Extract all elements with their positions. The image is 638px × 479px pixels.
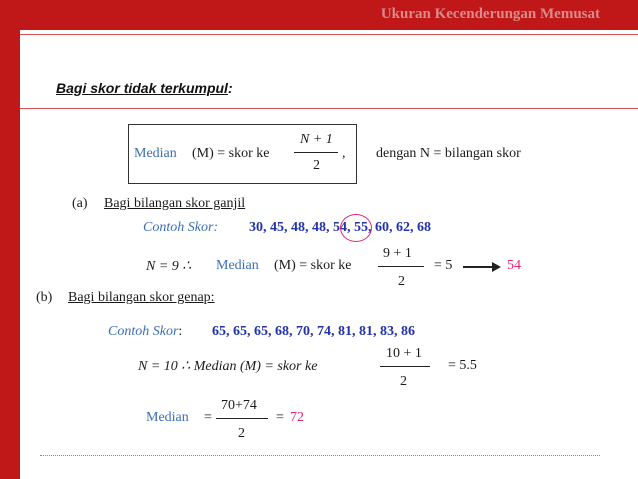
formula-comma: , — [342, 146, 346, 161]
formula-lhs: (M) = skor ke — [192, 146, 270, 161]
part-b-example-colon: : — [178, 324, 183, 339]
bottom-dotted-divider — [40, 455, 600, 456]
part-b-result: = 5.5 — [448, 358, 477, 373]
part-a-result: = 5 — [434, 258, 453, 273]
part-a-fraction-bar — [378, 266, 424, 267]
result-arrow-line — [463, 266, 493, 268]
formula-denominator: 2 — [313, 158, 320, 173]
median-highlight-circle — [340, 214, 372, 242]
part-b-label: (b) — [36, 290, 53, 305]
part-b-example-label-text: Contoh Skor — [108, 324, 179, 339]
formula-fraction-bar — [294, 152, 338, 153]
formula-note: dengan N = bilangan skor — [376, 146, 521, 161]
part-a-example-values: 30, 45, 48, 48, 54, 55, 60, 62, 68 — [249, 220, 431, 235]
left-accent-bar — [0, 30, 20, 479]
part-b-example-values: 65, 65, 65, 68, 70, 74, 81, 81, 83, 86 — [212, 324, 415, 339]
heading-text: Bagi skor tidak terkumpul — [56, 80, 228, 96]
part-a-median-rest: (M) = skor ke — [274, 258, 352, 273]
part-b-final-equals: = — [276, 410, 284, 425]
part-b-n: N = 10 ∴ Median (M) = skor ke — [138, 359, 318, 374]
part-b-example-label — [108, 324, 182, 340]
part-a-median-word: Median — [216, 258, 259, 273]
top-hairline — [20, 34, 638, 35]
part-a-n: N = 9 ∴ — [146, 259, 192, 274]
heading-divider — [20, 108, 638, 109]
section-heading — [56, 80, 233, 96]
slide-title: Ukuran Kecenderungan Memusat — [380, 6, 600, 22]
part-a-numerator: 9 + 1 — [383, 246, 412, 261]
part-b-numerator: 10 + 1 — [386, 346, 422, 361]
formula-median-word: Median — [134, 146, 177, 161]
heading-colon: : — [227, 80, 233, 96]
part-b-final-denominator: 2 — [238, 426, 245, 441]
result-arrow-icon — [492, 262, 501, 272]
part-b-final-fraction-bar — [216, 418, 268, 419]
part-a-title: Bagi bilangan skor ganjil — [104, 196, 246, 211]
part-b-denominator: 2 — [400, 374, 407, 389]
part-b-title: Bagi bilangan skor genap: — [68, 290, 215, 305]
part-a-denominator: 2 — [398, 274, 405, 289]
part-b-final-value: 72 — [290, 410, 304, 425]
part-a-example-label: Contoh Skor: — [143, 220, 219, 235]
part-a-final-value: 54 — [507, 258, 521, 273]
part-b-equals: = — [204, 410, 212, 425]
part-b-final-numerator: 70+74 — [221, 398, 257, 413]
part-a-label: (a) — [72, 196, 88, 211]
part-b-median-word: Median — [146, 410, 189, 425]
formula-numerator: N + 1 — [300, 132, 333, 147]
part-b-fraction-bar — [380, 366, 430, 367]
